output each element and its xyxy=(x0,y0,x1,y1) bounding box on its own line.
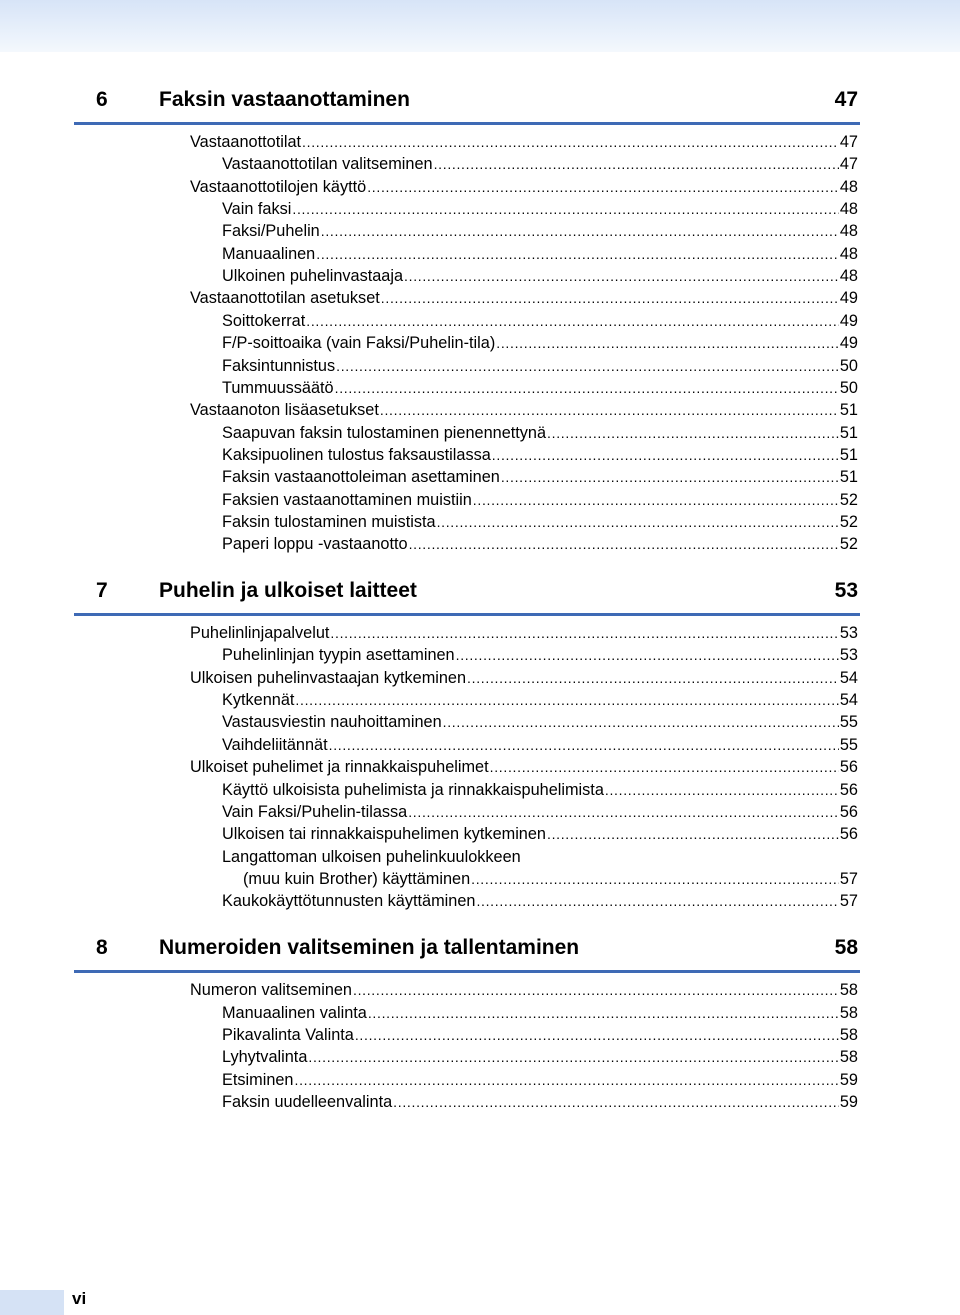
toc-page: 56 xyxy=(839,803,858,821)
toc-label: Saapuvan faksin tulostaminen pienennettynä xyxy=(222,424,547,442)
toc-page: 57 xyxy=(839,892,858,910)
leader-dots xyxy=(490,756,839,778)
toc-label: Vastaanottotilat xyxy=(190,133,302,151)
leader-dots xyxy=(443,711,839,733)
toc-entry[interactable] xyxy=(222,533,858,555)
toc-label: Faksin uudelleenvalinta xyxy=(222,1093,393,1111)
toc-label: Ulkoinen puhelinvastaaja xyxy=(222,267,404,285)
toc-label: Vastaanoton lisäasetukset xyxy=(190,401,379,419)
toc-entry[interactable] xyxy=(222,153,858,175)
toc-entry[interactable] xyxy=(222,1091,858,1113)
toc-page: 53 xyxy=(839,646,858,664)
toc-page: 56 xyxy=(839,781,858,799)
leader-dots xyxy=(501,466,839,488)
leader-dots xyxy=(306,310,839,332)
toc-page: 57 xyxy=(839,870,858,888)
toc-page: 51 xyxy=(839,446,858,464)
leader-dots xyxy=(476,890,838,912)
chapter-page: 58 xyxy=(834,936,858,959)
toc-page: 47 xyxy=(839,133,858,151)
toc-entry[interactable] xyxy=(222,265,858,287)
toc-entry[interactable] xyxy=(222,243,858,265)
toc-page: 55 xyxy=(839,713,858,731)
toc-page: 51 xyxy=(839,401,858,419)
toc-page: 54 xyxy=(839,691,858,709)
toc-entry[interactable] xyxy=(222,890,858,912)
toc-page: 55 xyxy=(839,736,858,754)
leader-dots xyxy=(605,779,839,801)
leader-dots xyxy=(329,734,839,756)
toc-label: Soittokerrat xyxy=(222,312,306,330)
toc-label: Kaukokäyttötunnusten käyttäminen xyxy=(222,892,476,910)
toc-entry[interactable] xyxy=(222,779,858,801)
toc-entry[interactable] xyxy=(222,801,858,823)
toc-label: Faksin tulostaminen muistista xyxy=(222,513,436,531)
toc-label: Lyhytvalinta xyxy=(222,1048,308,1066)
leader-dots xyxy=(408,801,839,823)
toc-label: Puhelinlinjapalvelut xyxy=(190,624,330,642)
toc-entry[interactable] xyxy=(243,868,858,890)
toc-page: 52 xyxy=(839,535,858,553)
toc-label: Faksintunnistus xyxy=(222,357,336,375)
leader-dots xyxy=(434,153,839,175)
toc-entry[interactable] xyxy=(222,734,858,756)
toc-label: Numeron valitseminen xyxy=(190,981,352,999)
toc-label: Faksien vastaanottaminen muistiin xyxy=(222,491,472,509)
toc-entry[interactable] xyxy=(222,1046,858,1068)
toc-entry[interactable] xyxy=(222,511,858,533)
toc-page: 54 xyxy=(839,669,858,687)
toc-entry[interactable] xyxy=(190,756,858,778)
toc-page: 52 xyxy=(839,513,858,531)
leader-dots xyxy=(316,243,839,265)
header-band xyxy=(0,0,960,52)
toc-label: Manuaalinen valinta xyxy=(222,1004,367,1022)
toc-entry[interactable] xyxy=(222,644,858,666)
toc-page: 52 xyxy=(839,491,858,509)
footer-page-number: vi xyxy=(72,1289,87,1308)
toc-page: 48 xyxy=(839,178,858,196)
toc-entry[interactable] xyxy=(190,622,858,644)
leader-dots xyxy=(404,265,839,287)
chapter-title: Numeroiden valitseminen ja tallentaminen xyxy=(159,936,580,959)
toc-label: Ulkoisen tai rinnakkaispuhelimen kytkeminen xyxy=(222,825,546,843)
leader-dots xyxy=(355,1024,839,1046)
toc-entry[interactable] xyxy=(222,355,858,377)
toc-page: 48 xyxy=(839,245,858,263)
toc-page: 51 xyxy=(839,424,858,442)
leader-dots xyxy=(471,868,839,890)
toc-page: 47 xyxy=(839,155,858,173)
chapter-title: Faksin vastaanottaminen xyxy=(159,88,410,111)
leader-dots xyxy=(473,489,839,511)
toc-label: Faksi/Puhelin xyxy=(222,222,320,240)
leader-dots xyxy=(336,355,839,377)
toc-label: Manuaalinen xyxy=(222,245,316,263)
toc-label: Vastaanottotilan valitseminen xyxy=(222,155,433,173)
toc-entry[interactable] xyxy=(190,399,858,421)
toc-page: 51 xyxy=(839,468,858,486)
toc-label: Vain faksi xyxy=(222,200,292,218)
chapter-page: 47 xyxy=(834,88,858,111)
leader-dots xyxy=(295,689,838,711)
leader-dots xyxy=(380,399,839,421)
toc-label: F/P-soittoaika (vain Faksi/Puhelin-tila) xyxy=(222,334,496,352)
leader-dots xyxy=(292,198,838,220)
toc-label: Vastaanottotilan asetukset xyxy=(190,289,380,307)
toc-entry[interactable] xyxy=(190,667,858,689)
chapter-8-heading[interactable] xyxy=(74,934,860,973)
leader-dots xyxy=(547,422,839,444)
toc-entry[interactable] xyxy=(190,979,858,1001)
toc-entry[interactable] xyxy=(190,131,858,153)
leader-dots xyxy=(393,1091,839,1113)
toc-page: 58 xyxy=(839,1004,858,1022)
toc-label: Vaihdeliitännät xyxy=(222,736,328,754)
toc-page: 58 xyxy=(839,1048,858,1066)
toc-page: 53 xyxy=(839,624,858,642)
chapter-6-heading[interactable] xyxy=(74,86,860,125)
toc-page: 48 xyxy=(839,200,858,218)
leader-dots xyxy=(321,220,839,242)
leader-dots xyxy=(368,1002,839,1024)
toc-label: (muu kuin Brother) käyttäminen xyxy=(243,870,471,888)
chapter-number: 8 xyxy=(96,936,108,959)
toc-entry[interactable] xyxy=(222,489,858,511)
toc-entry[interactable] xyxy=(222,422,858,444)
toc-entry[interactable] xyxy=(190,287,858,309)
leader-dots xyxy=(330,622,838,644)
leader-dots xyxy=(547,823,839,845)
footer-tab xyxy=(0,1290,64,1315)
leader-dots xyxy=(295,1069,839,1091)
toc-label: Käyttö ulkoisista puhelimista ja rinnakkaispuhelimista xyxy=(222,781,604,799)
leader-dots xyxy=(353,979,839,1001)
leader-dots xyxy=(302,131,839,153)
toc-entry-continued[interactable]: Langattoman ulkoisen puhelinkuulokkeen xyxy=(222,848,521,866)
toc-label: Faksin vastaanottoleiman asettaminen xyxy=(222,468,500,486)
toc-label: Paperi loppu -vastaanotto xyxy=(222,535,408,553)
toc-label: Vastaanottotilojen käyttö xyxy=(190,178,367,196)
toc-label: Ulkoiset puhelimet ja rinnakkaispuhelimet xyxy=(190,758,489,776)
toc-entry[interactable] xyxy=(222,689,858,711)
toc-entry[interactable] xyxy=(190,176,858,198)
toc-entry[interactable] xyxy=(222,1069,858,1091)
chapter-title: Puhelin ja ulkoiset laitteet xyxy=(159,579,417,602)
leader-dots xyxy=(381,287,839,309)
toc-entry[interactable] xyxy=(222,823,858,845)
toc-label: Etsiminen xyxy=(222,1071,294,1089)
toc-label: Kytkennät xyxy=(222,691,295,709)
toc-entry[interactable] xyxy=(222,220,858,242)
toc-page: 59 xyxy=(839,1093,858,1111)
toc-entry[interactable] xyxy=(222,1024,858,1046)
toc-page: 50 xyxy=(839,357,858,375)
toc-label: Ulkoisen puhelinvastaajan kytkeminen xyxy=(190,669,467,687)
leader-dots xyxy=(467,667,839,689)
toc-label: Vastausviestin nauhoittaminen xyxy=(222,713,442,731)
toc-label: Tummuussäätö xyxy=(222,379,334,397)
toc-page: 56 xyxy=(839,758,858,776)
toc-page: 58 xyxy=(839,1026,858,1044)
leader-dots xyxy=(496,332,839,354)
chapter-7-heading[interactable] xyxy=(74,577,860,616)
chapter-number: 6 xyxy=(96,88,108,111)
toc-label: Vain Faksi/Puhelin-tilassa xyxy=(222,803,408,821)
toc-entry[interactable] xyxy=(222,466,858,488)
leader-dots xyxy=(367,176,839,198)
toc-entry[interactable] xyxy=(222,377,858,399)
toc-page: 49 xyxy=(839,289,858,307)
toc-entry[interactable] xyxy=(222,332,858,354)
toc-label: Kaksipuolinen tulostus faksaustilassa xyxy=(222,446,491,464)
toc-page: 59 xyxy=(839,1071,858,1089)
chapter-number: 7 xyxy=(96,579,108,602)
toc-page: 50 xyxy=(839,379,858,397)
toc-entry[interactable] xyxy=(222,1002,858,1024)
leader-dots xyxy=(492,444,839,466)
leader-dots xyxy=(409,533,839,555)
leader-dots xyxy=(437,511,839,533)
toc-page: 58 xyxy=(839,981,858,999)
toc-page: 48 xyxy=(839,267,858,285)
leader-dots xyxy=(456,644,839,666)
toc-page: 56 xyxy=(839,825,858,843)
toc-page: 49 xyxy=(839,312,858,330)
toc-entry[interactable] xyxy=(222,711,858,733)
leader-dots xyxy=(335,377,839,399)
toc-entry[interactable] xyxy=(222,198,858,220)
toc-entry[interactable] xyxy=(222,444,858,466)
toc-page: 48 xyxy=(839,222,858,240)
leader-dots xyxy=(308,1046,839,1068)
toc-label: Pikavalinta Valinta xyxy=(222,1026,354,1044)
toc-entry[interactable] xyxy=(222,310,858,332)
chapter-page: 53 xyxy=(834,579,858,602)
toc-label: Puhelinlinjan tyypin asettaminen xyxy=(222,646,455,664)
toc-page: 49 xyxy=(839,334,858,352)
